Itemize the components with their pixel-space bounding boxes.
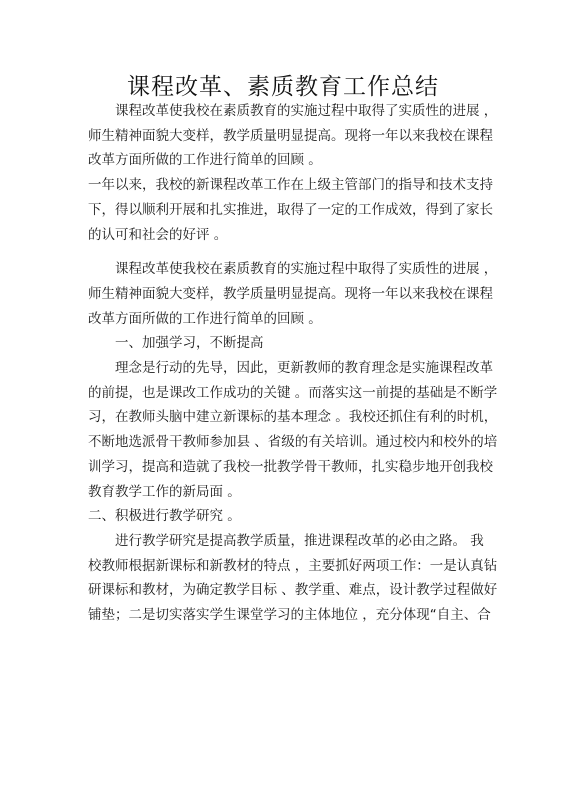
body-text-line: 教育教学工作的新局面 。 (88, 483, 241, 500)
document-body (88, 99, 498, 628)
body-text-line: 课程改革使我校在素质教育的实施过程中取得了实质性的进展 ， (115, 261, 498, 278)
body-text-line: 的认可和社会的好评 。 (88, 226, 228, 243)
body-text-line: 习，在教师头脑中建立新课标的基本理念 。我校还抓住有利的时机， (88, 409, 498, 426)
body-text-line: 铺垫；二是切实落实学生课堂学习的主体地位 ，充分体现“自主、合 (88, 607, 491, 624)
body-text-line: 改革方面所做的工作进行简单的回顾 。 (88, 152, 322, 169)
body-text-line: 的前提，也是课改工作成功的关键 。而落实这一前提的基础是不断学 (88, 384, 498, 401)
body-text-line: 二、积极进行教学研究 。 (88, 508, 241, 525)
body-text-line: 研课标和教材，为确定教学目标 、教学重、难点，设计教学过程做好 (88, 582, 498, 599)
paragraph-gap (88, 247, 486, 257)
body-text-line: 课程改革使我校在素质教育的实施过程中取得了实质性的进展 ， (115, 103, 498, 119)
body-text-line: 理念是行动的先导，因此，更新教师的教育理念是实施课程改革 (115, 360, 493, 377)
body-text-line: 进行教学研究是提高教学质量，推进课程改革的必由之路。 我 (115, 532, 484, 549)
body-text-line: 校教师根据新课标和新教材的特点 ，主要抓好两项工作：一是认真钻 (88, 557, 498, 574)
document-title: 课程改革、素质教育工作总结 (127, 74, 439, 100)
body-text-line: 下，得以顺利开展和扎实推进，取得了一定的工作成效，得到了家长 (88, 201, 493, 218)
body-text-line: 不断地选派骨干教师参加县 、省级的有关培训。通过校内和校外的培 (88, 434, 498, 451)
body-text-line: 师生精神面貌大变样，教学质量明显提高。现将一年以来我校在课程 (88, 285, 493, 302)
body-text-line: 一年以来，我校的新课程改革工作在上级主管部门的指导和技术支持 (88, 177, 493, 194)
body-text-line: 师生精神面貌大变样，教学质量明显提高。现将一年以来我校在课程 (88, 127, 493, 144)
body-text-line: 改革方面所做的工作进行简单的回顾 。 (88, 310, 322, 327)
body-text-line: 训学习，提高和造就了我校一批教学骨干教师，扎实稳步地开创我校 (88, 458, 493, 475)
body-text-line: 一、加强学习，不断提高 (115, 335, 264, 352)
